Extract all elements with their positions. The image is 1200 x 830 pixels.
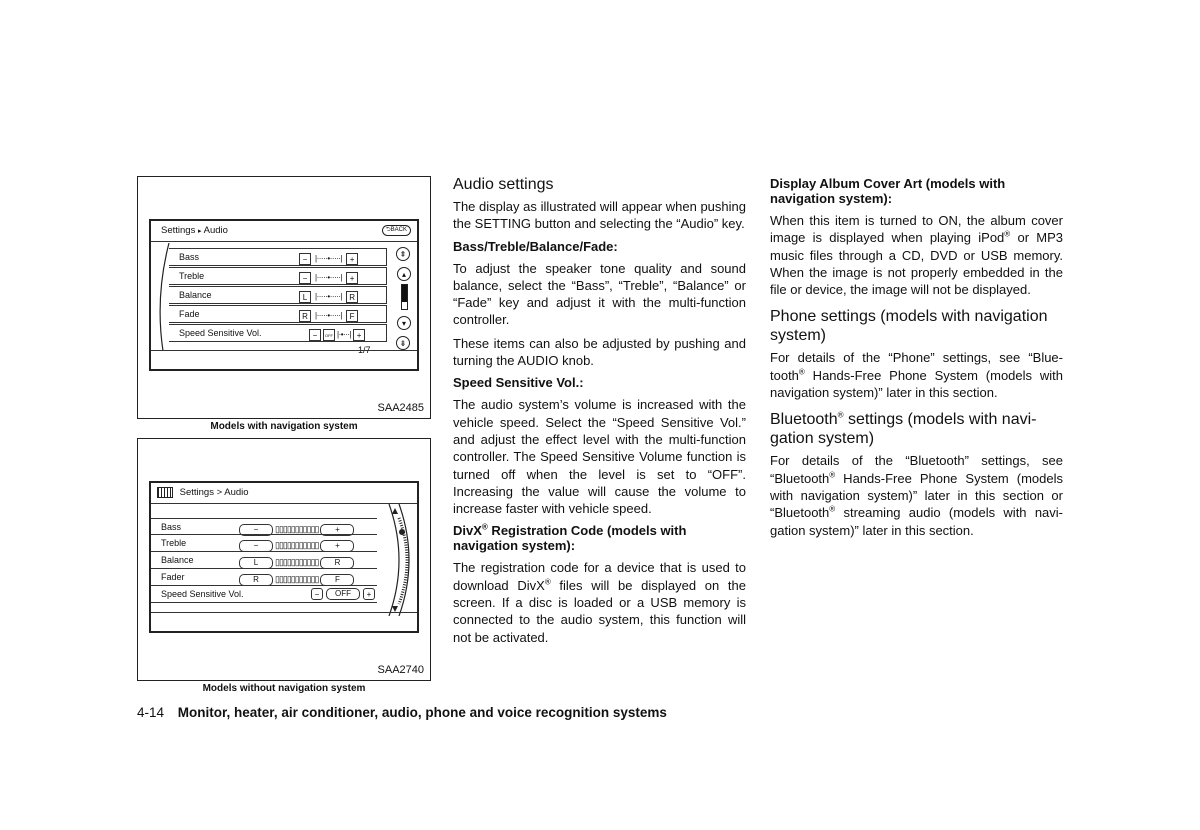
increase-button[interactable]: + xyxy=(346,253,358,265)
screen-title: Settings ▸ Audio ⮌BACK xyxy=(151,221,417,242)
page-indicator: 1/7 xyxy=(358,345,371,355)
right-button[interactable]: R xyxy=(346,291,358,303)
column-display-phone-bluetooth xyxy=(770,176,1063,539)
nav-screen xyxy=(149,219,419,371)
level-slider[interactable]: |·····•·····| xyxy=(315,254,343,263)
heading-phone-settings: Phone settings (models with navigation system) xyxy=(770,308,1048,345)
page-footer xyxy=(137,705,667,720)
screen-footer xyxy=(151,612,417,631)
figure-nav-audio-screen xyxy=(137,176,431,419)
column-audio-settings xyxy=(453,176,746,646)
level-bar[interactable]: ▯▯▯▯▯▯▯▯▯▯▯ xyxy=(275,540,319,550)
decrease-button[interactable]: − xyxy=(239,540,273,552)
setting-row-fade[interactable]: Fade R |·····•·····| F xyxy=(169,305,387,323)
level-slider[interactable]: |·•···| xyxy=(337,330,352,339)
decrease-button[interactable]: − xyxy=(299,272,311,284)
level-bar[interactable]: ▯▯▯▯▯▯▯▯▯▯▯ xyxy=(275,574,319,584)
scroll-up-icon[interactable]: ▴ xyxy=(397,267,411,281)
figure-code: SAA2740 xyxy=(377,664,424,676)
decrease-button[interactable]: − xyxy=(309,329,321,341)
audio-screen xyxy=(149,481,419,633)
heading-speed-sensitive-vol: Speed Sensitive Vol.: xyxy=(453,375,584,391)
rear-button[interactable]: R xyxy=(239,574,273,586)
paragraph: These items can also be adjusted by pushing and turning the AUDIO knob. xyxy=(453,335,746,369)
rear-button[interactable]: R xyxy=(299,310,311,322)
setting-row-speed-sensitive-vol[interactable]: Speed Sensitive Vol. − OFF + xyxy=(151,586,377,603)
scrollbar[interactable] xyxy=(401,284,408,310)
heading-bass-treble: Bass/Treble/Balance/Fade: xyxy=(453,238,618,254)
increase-button[interactable]: + xyxy=(320,524,354,536)
setting-row-speed-sensitive-vol[interactable]: Speed Sensitive Vol. − OFF |·•···| + xyxy=(169,324,387,342)
figure-caption: Models with navigation system xyxy=(210,421,358,432)
heading-bluetooth-settings: Bluetooth® settings (models with navi-gation system) xyxy=(770,411,1037,448)
level-bar[interactable]: ▯▯▯▯▯▯▯▯▯▯▯ xyxy=(275,524,319,534)
screen-title: Settings > Audio xyxy=(151,483,417,504)
increase-button[interactable]: + xyxy=(346,272,358,284)
back-button[interactable]: ⮌BACK xyxy=(382,225,411,236)
scroll-arc-icon[interactable] xyxy=(385,504,415,616)
paragraph: The display as illustrated will appear when pushing the SETTING button and selecting the “Audio” key. xyxy=(453,199,746,232)
paragraph: The registration code for a device that is used to download DivX® files will be displayed on the screen. If a disc is loaded or a USB memory is connected to the audio system, this function will not be activated. xyxy=(453,560,747,645)
paragraph: To adjust the speaker tone quality and sound balance, select the “Bass”, “Treble”, “Balance” or “Fade” key and adjust it with the multi-function controller. xyxy=(453,260,746,328)
decrease-button[interactable]: − xyxy=(299,253,311,265)
page-number: 4-14 xyxy=(137,705,165,720)
setting-row-bass[interactable]: Bass − |·····•·····| + xyxy=(169,248,387,266)
front-button[interactable]: F xyxy=(346,310,358,322)
increase-button[interactable]: + xyxy=(363,588,375,600)
setting-row-fader[interactable]: Fader R ▯▯▯▯▯▯▯▯▯▯▯ F xyxy=(151,569,377,586)
page-up-icon[interactable]: ⇞ xyxy=(396,247,410,261)
settings-menu-icon xyxy=(157,487,173,498)
scroll-down-icon[interactable]: ▾ xyxy=(397,316,411,330)
right-button[interactable]: R xyxy=(320,557,354,569)
decrease-button[interactable]: − xyxy=(239,524,273,536)
figure-caption: Models without navigation system xyxy=(202,683,366,694)
setting-row-bass[interactable]: Bass − ▯▯▯▯▯▯▯▯▯▯▯ + xyxy=(151,518,377,535)
increase-button[interactable]: + xyxy=(320,540,354,552)
heading-audio-settings: Audio settings xyxy=(453,176,554,193)
left-button[interactable]: L xyxy=(299,291,311,303)
setting-row-treble[interactable]: Treble − ▯▯▯▯▯▯▯▯▯▯▯ + xyxy=(151,535,377,552)
figure-code: SAA2485 xyxy=(377,402,424,414)
setting-row-balance[interactable]: Balance L ▯▯▯▯▯▯▯▯▯▯▯ R xyxy=(151,552,377,569)
paragraph: For details of the “Phone” settings, see “Blue-tooth® Hands-Free Phone System (models with navigation system)” later in this section. xyxy=(770,350,1063,401)
increase-button[interactable]: + xyxy=(353,329,365,341)
heading-divx: DivX® Registration Code (models with navigation system): xyxy=(453,523,687,554)
level-slider[interactable]: |·····•·····| xyxy=(315,273,343,282)
level-slider[interactable]: |·····•·····| xyxy=(315,311,343,320)
screen-footer xyxy=(151,350,417,369)
decrease-button[interactable]: − xyxy=(311,588,323,600)
front-button[interactable]: F xyxy=(320,574,354,586)
page-down-icon[interactable]: ⇟ xyxy=(396,336,410,350)
paragraph: When this item is turned to ON, the album cover image is displayed when playing iPod® or MP3 music files through a CD, DVD or USB memory. When the image is not properly embedded in the file or device, the image will not be displayed. xyxy=(770,213,1064,298)
setting-row-treble[interactable]: Treble − |·····•·····| + xyxy=(169,267,387,285)
section-title: Monitor, heater, air conditioner, audio, phone and voice recognition systems xyxy=(177,705,667,720)
heading-album-cover-art: Display Album Cover Art (models with navigation system): xyxy=(770,176,1006,206)
level-bar[interactable]: ▯▯▯▯▯▯▯▯▯▯▯ xyxy=(275,557,319,567)
left-button[interactable]: L xyxy=(239,557,273,569)
level-slider[interactable]: |·····•·····| xyxy=(315,292,343,301)
paragraph: For details of the “Bluetooth” settings, see “Bluetooth® Hands-Free Phone System (models with navigation system)” later in this section or “Bluetooth® streaming audio (models with navi-gation system)” later in this section. xyxy=(770,453,1063,538)
paragraph: The audio system’s volume is increased with the vehicle speed. Select the “Speed Sensitive Vol.” and adjust the effect level with the multi-function controller. The Speed Sensitive Volume function is turned off when the level is set to “OFF”. Increasing the value will cause the volume to increase faster with vehicle speed. xyxy=(453,397,746,517)
figure-audio-screen-no-nav xyxy=(137,438,431,681)
speed-vol-value: OFF xyxy=(326,588,360,600)
speaker-off-icon: OFF xyxy=(323,329,335,341)
setting-row-balance[interactable]: Balance L |·····•·····| R xyxy=(169,286,387,304)
